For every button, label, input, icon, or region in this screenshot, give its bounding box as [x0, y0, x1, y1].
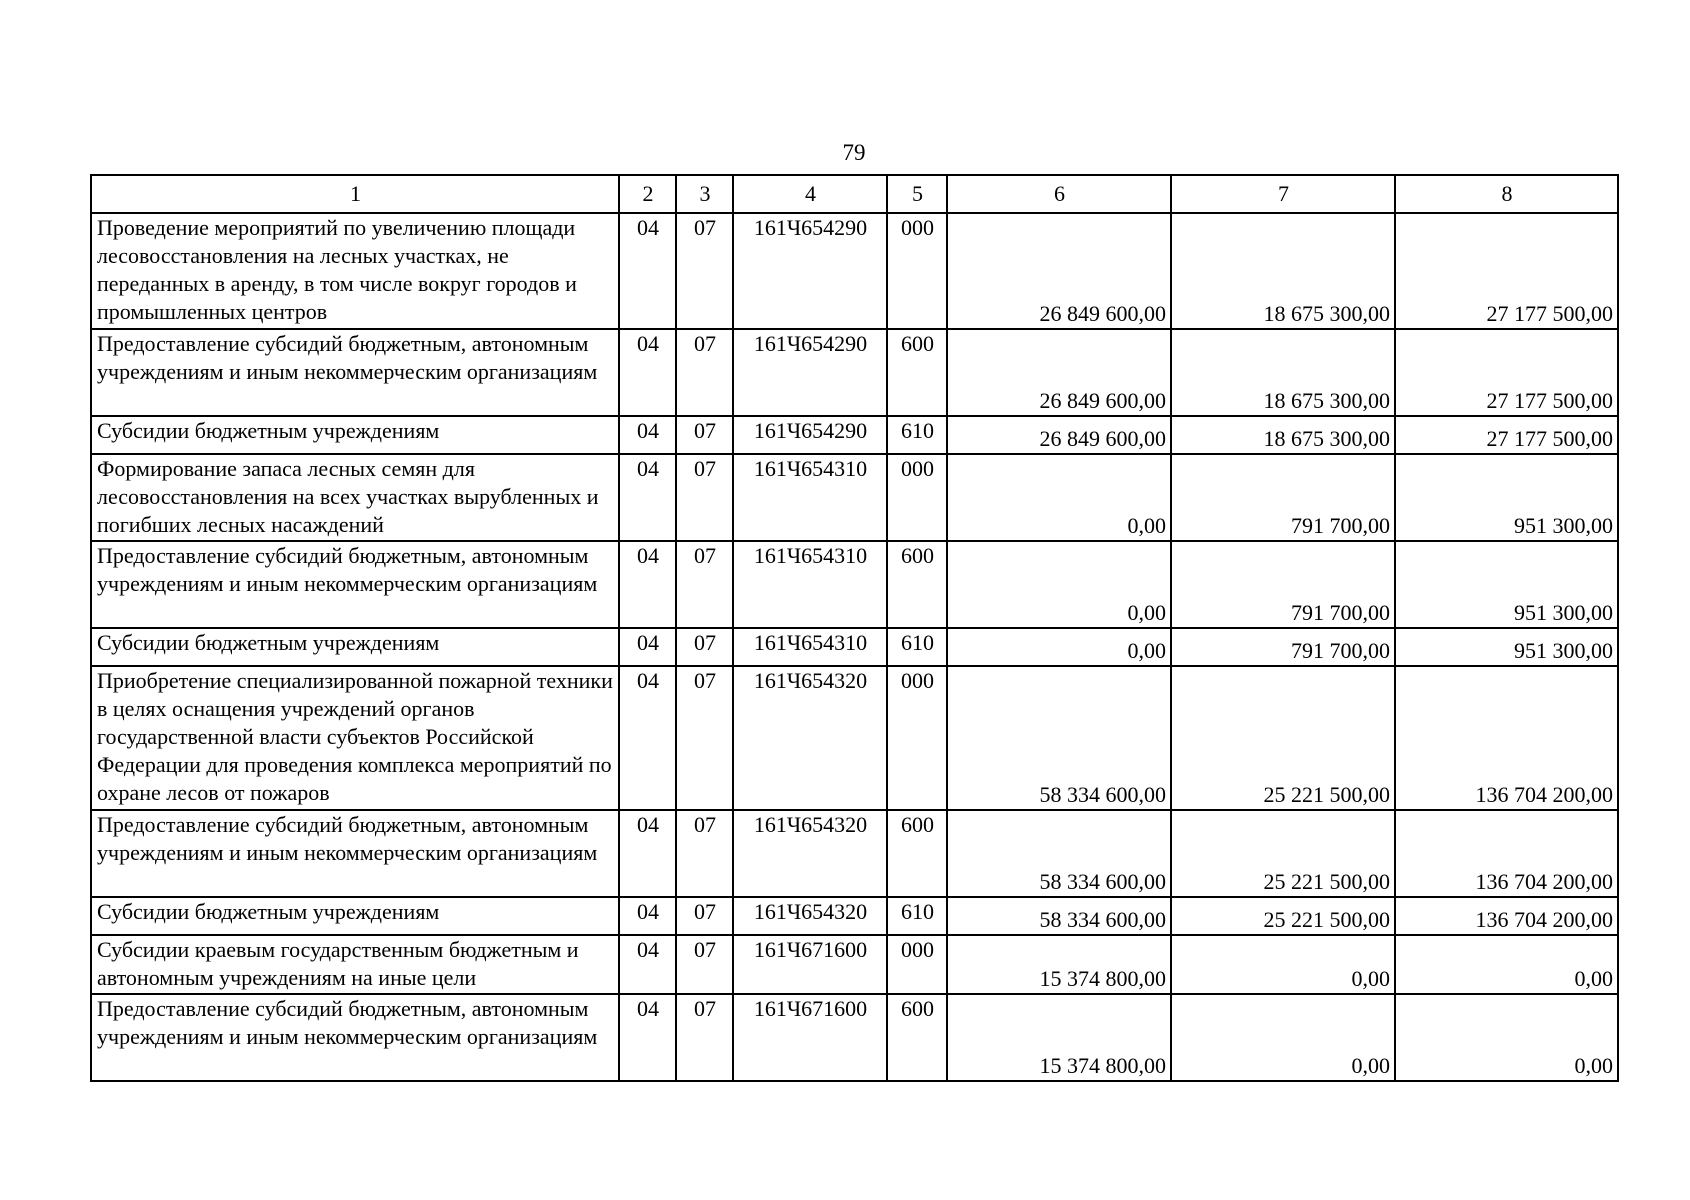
table-row: [91, 454, 1618, 541]
column-header-1: 1: [91, 175, 619, 213]
table-row: [91, 935, 1618, 994]
row-col-8: 0,00: [1395, 935, 1618, 994]
column-header-3: 3: [676, 175, 733, 213]
row-col-4: 161Ч671600: [733, 935, 887, 994]
column-header-5: 5: [887, 175, 947, 213]
row-col-8: 27 177 500,00: [1395, 213, 1618, 329]
row-col-4: 161Ч654310: [733, 454, 887, 541]
row-col-2: 04: [619, 810, 676, 897]
row-col-2: 04: [619, 897, 676, 935]
row-col-6: 26 849 600,00: [947, 416, 1171, 454]
row-name: Проведение мероприятий по увеличению площади лесовосстановления на лесных участках, не переданных в аренду, в том числе вокруг городов и промышленных центров: [91, 213, 619, 329]
row-col-6: 0,00: [947, 628, 1171, 666]
row-col-2: 04: [619, 454, 676, 541]
row-col-3: 07: [676, 628, 733, 666]
row-col-2: 04: [619, 541, 676, 628]
row-col-6: 0,00: [947, 541, 1171, 628]
row-col-8: 136 704 200,00: [1395, 810, 1618, 897]
row-name: Предоставление субсидий бюджетным, автономным учреждениям и иным некоммерческим организациям: [91, 541, 619, 628]
row-col-7: 791 700,00: [1171, 454, 1395, 541]
row-col-8: 951 300,00: [1395, 541, 1618, 628]
row-col-3: 07: [676, 666, 733, 810]
row-col-7: 25 221 500,00: [1171, 810, 1395, 897]
row-col-4: 161Ч654320: [733, 810, 887, 897]
row-col-5: 610: [887, 628, 947, 666]
row-col-3: 07: [676, 454, 733, 541]
row-col-4: 161Ч654290: [733, 329, 887, 416]
row-col-4: 161Ч654320: [733, 666, 887, 810]
row-col-3: 07: [676, 329, 733, 416]
row-col-6: 15 374 800,00: [947, 935, 1171, 994]
row-col-7: 25 221 500,00: [1171, 897, 1395, 935]
row-name: Субсидии краевым государственным бюджетным и автономным учреждениям на иные цели: [91, 935, 619, 994]
row-col-4: 161Ч671600: [733, 994, 887, 1081]
row-col-6: 26 849 600,00: [947, 329, 1171, 416]
row-col-6: 26 849 600,00: [947, 213, 1171, 329]
budget-table: [90, 174, 1619, 1082]
row-col-8: 0,00: [1395, 994, 1618, 1081]
row-col-5: 600: [887, 541, 947, 628]
row-col-6: 15 374 800,00: [947, 994, 1171, 1081]
column-header-4: 4: [733, 175, 887, 213]
row-col-5: 610: [887, 416, 947, 454]
row-col-2: 04: [619, 628, 676, 666]
row-col-2: 04: [619, 213, 676, 329]
row-name: Субсидии бюджетным учреждениям: [91, 897, 619, 935]
page-number: 79: [842, 140, 866, 165]
row-name: Субсидии бюджетным учреждениям: [91, 628, 619, 666]
row-name: Предоставление субсидий бюджетным, автономным учреждениям и иным некоммерческим организациям: [91, 994, 619, 1081]
row-name: Предоставление субсидий бюджетным, автономным учреждениям и иным некоммерческим организациям: [91, 329, 619, 416]
row-col-7: 0,00: [1171, 994, 1395, 1081]
row-col-5: 610: [887, 897, 947, 935]
row-col-3: 07: [676, 541, 733, 628]
row-col-7: 18 675 300,00: [1171, 329, 1395, 416]
table-row: [91, 897, 1618, 935]
row-col-6: 58 334 600,00: [947, 666, 1171, 810]
table-row: [91, 994, 1618, 1081]
row-col-2: 04: [619, 994, 676, 1081]
row-col-3: 07: [676, 810, 733, 897]
row-col-5: 600: [887, 329, 947, 416]
table-row: [91, 810, 1618, 897]
row-col-6: 0,00: [947, 454, 1171, 541]
table-row: [91, 213, 1618, 329]
row-col-8: 27 177 500,00: [1395, 416, 1618, 454]
row-col-8: 951 300,00: [1395, 454, 1618, 541]
column-header-7: 7: [1171, 175, 1395, 213]
row-name: Субсидии бюджетным учреждениям: [91, 416, 619, 454]
row-col-7: 25 221 500,00: [1171, 666, 1395, 810]
row-name: Формирование запаса лесных семян для лесовосстановления на всех участках вырубленных и погибших лесных насаждений: [91, 454, 619, 541]
row-col-3: 07: [676, 213, 733, 329]
row-name: Предоставление субсидий бюджетным, автономным учреждениям и иным некоммерческим организациям: [91, 810, 619, 897]
row-col-5: 000: [887, 454, 947, 541]
row-col-7: 791 700,00: [1171, 541, 1395, 628]
row-col-4: 161Ч654290: [733, 213, 887, 329]
row-col-5: 000: [887, 935, 947, 994]
row-col-5: 600: [887, 994, 947, 1081]
row-name: Приобретение специализированной пожарной техники в целях оснащения учреждений органов государственной власти субъектов Российской Федерации для проведения комплекса мероприятий по охране лесов от пожаров: [91, 666, 619, 810]
row-col-8: 27 177 500,00: [1395, 329, 1618, 416]
row-col-3: 07: [676, 994, 733, 1081]
table-row: [91, 541, 1618, 628]
row-col-2: 04: [619, 935, 676, 994]
row-col-7: 18 675 300,00: [1171, 416, 1395, 454]
row-col-3: 07: [676, 416, 733, 454]
row-col-6: 58 334 600,00: [947, 810, 1171, 897]
row-col-4: 161Ч654310: [733, 541, 887, 628]
row-col-3: 07: [676, 897, 733, 935]
row-col-8: 951 300,00: [1395, 628, 1618, 666]
table-row: [91, 628, 1618, 666]
row-col-5: 000: [887, 213, 947, 329]
row-col-5: 000: [887, 666, 947, 810]
table-row: [91, 666, 1618, 810]
table-row: [91, 329, 1618, 416]
row-col-8: 136 704 200,00: [1395, 666, 1618, 810]
row-col-2: 04: [619, 329, 676, 416]
column-header-8: 8: [1395, 175, 1618, 213]
row-col-4: 161Ч654320: [733, 897, 887, 935]
row-col-3: 07: [676, 935, 733, 994]
column-header-6: 6: [947, 175, 1171, 213]
row-col-7: 791 700,00: [1171, 628, 1395, 666]
row-col-7: 0,00: [1171, 935, 1395, 994]
row-col-4: 161Ч654290: [733, 416, 887, 454]
row-col-6: 58 334 600,00: [947, 897, 1171, 935]
row-col-4: 161Ч654310: [733, 628, 887, 666]
row-col-5: 600: [887, 810, 947, 897]
row-col-2: 04: [619, 666, 676, 810]
table-row: [91, 416, 1618, 454]
row-col-7: 18 675 300,00: [1171, 213, 1395, 329]
row-col-8: 136 704 200,00: [1395, 897, 1618, 935]
header-row: [91, 175, 1618, 213]
row-col-2: 04: [619, 416, 676, 454]
column-header-2: 2: [619, 175, 676, 213]
